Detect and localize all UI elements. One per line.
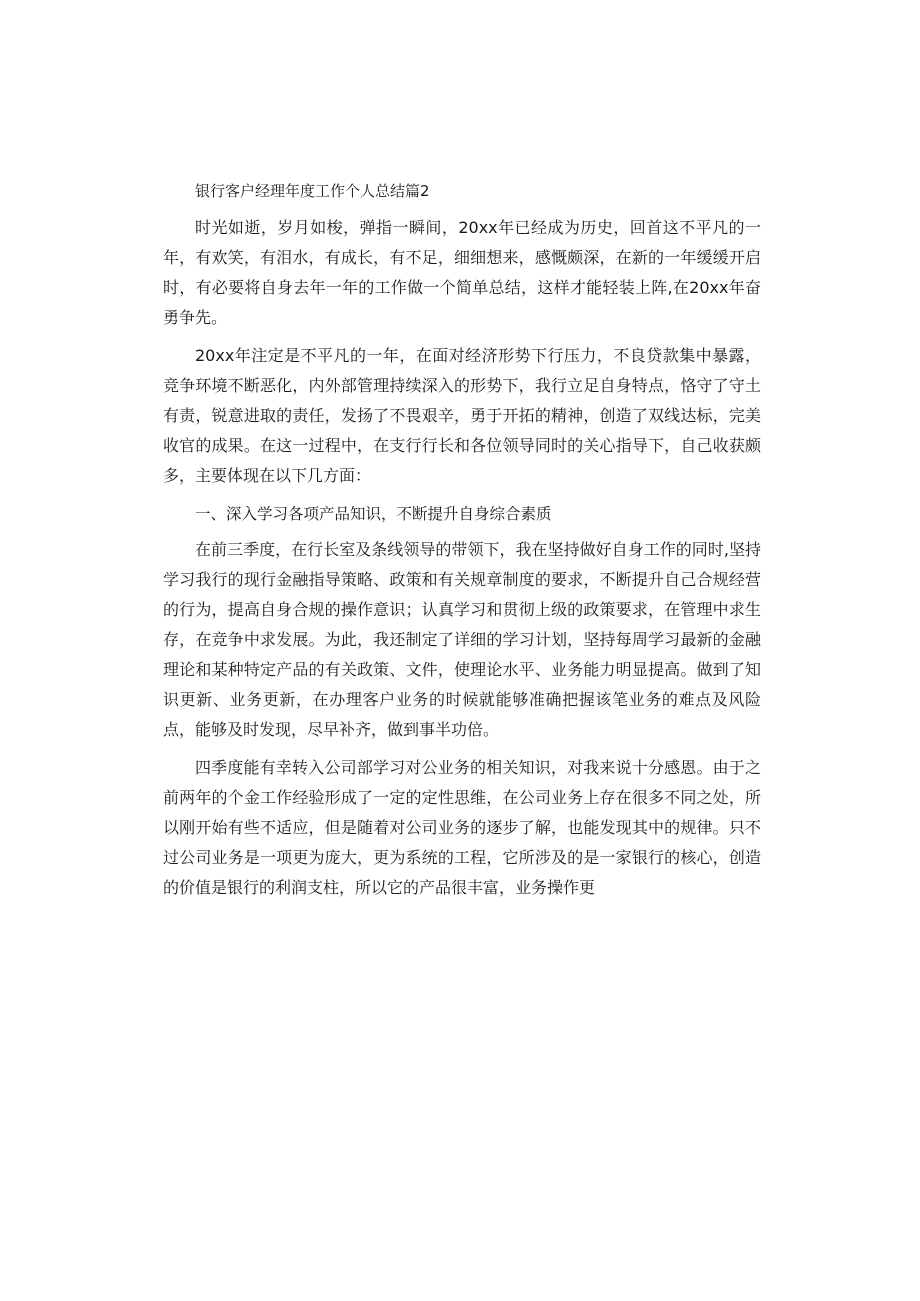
section-heading: 一、深入学习各项产品知识，不断提升自身综合素质 <box>195 505 552 523</box>
document-title: 银行客户经理年度工作个人总结篇2 <box>195 182 430 200</box>
intro-paragraph: 时光如逝，岁月如梭，弹指一瞬间，20xx年已经成为历史，回首这不平凡的一年，有欢笑，有泪水，有成长，有不足，细细想来，感慨颇深，在新的一年缓缓开启时，有必要将自身去年一年的工作做一个简单总结，这样才能轻装上阵,在20xx年奋勇争先。 <box>163 218 761 327</box>
study-paragraph: 在前三季度，在行长室及条线领导的带领下，我在坚持做好自身工作的同时,坚持学习我行的现行金融指导策略、政策和有关规章制度的要求，不断提升自己合规经营的行为，提高自身合规的操作意识；认真学习和贯彻上级的政策要求，在管理中求生存，在竞争中求发展。为此，我还制定了详细的学习计划，坚持每周学习最新的金融理论和某种特定产品的有关政策、文件，使理论水平、业务能力明显提高。做到了知识更新、业务更新，在办理客户业务的时候就能够准确把握该笔业务的难点及风险点，能够及时发现，尽早补齐，做到事半功倍。 <box>163 540 761 739</box>
context-paragraph: 20xx年注定是不平凡的一年，在面对经济形势下行压力，不良贷款集中暴露，竞争环境不断恶化，内外部管理持续深入的形势下，我行立足自身特点，恪守了守土有责，锐意进取的责任，发扬了不畏艰辛，勇于开拓的精神，创造了双线达标，完美收官的成果。在这一过程中，在支行行长和各位领导同时的关心指导下，自己收获颇多，主要体现在以下几方面： <box>163 346 761 485</box>
document-body <box>163 176 761 911</box>
corporate-business-paragraph: 四季度能有幸转入公司部学习对公业务的相关知识，对我来说十分感恩。由于之前两年的个金工作经验形成了一定的定性思维，在公司业务上存在很多不同之处，所以刚开始有些不适应，但是随着对公司业务的逐步了解，也能发现其中的规律。只不过公司业务是一项更为庞大，更为系统的工程，它所涉及的是一家银行的核心，创造的价值是银行的利润支柱，所以它的产品很丰富，业务操作更 <box>163 758 761 897</box>
